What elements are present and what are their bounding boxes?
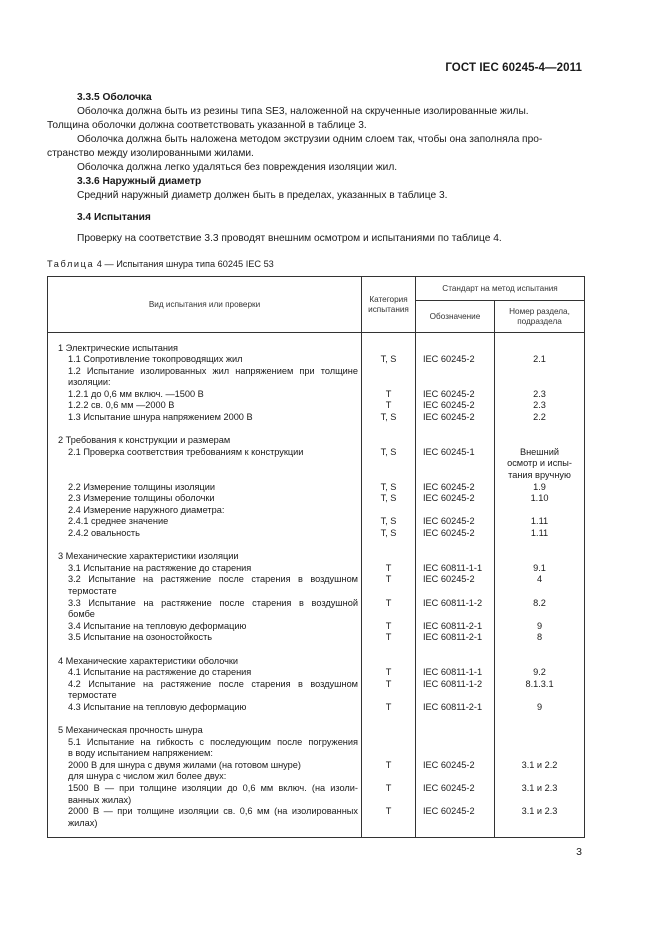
cell-line: 2.4.1 среднее значение — [68, 516, 169, 527]
paragraph-line: Средний наружный диаметр должен быть в пределах, указанных в таблице 3. — [77, 190, 448, 201]
cell-section — [495, 621, 585, 633]
cell-test-kind — [48, 806, 362, 829]
table-row — [48, 528, 585, 540]
header-category: Категория испытания — [362, 277, 416, 333]
cell-designation — [416, 551, 495, 563]
table-row — [48, 598, 585, 621]
cell-category — [362, 482, 416, 494]
cell-test-kind — [48, 412, 362, 424]
cell-section — [495, 563, 585, 575]
cell-designation — [416, 482, 495, 494]
table-row — [48, 783, 585, 806]
cell-category — [362, 389, 416, 401]
section-heading-336: 3.3.6 Наружный диаметр — [77, 176, 202, 187]
cell-category — [362, 679, 416, 702]
cell-section — [495, 505, 585, 517]
cell-line: 3.4 Испытание на тепловую деформацию — [68, 620, 247, 631]
cell-category — [362, 354, 416, 366]
cell-section — [495, 528, 585, 540]
cell-category — [362, 435, 416, 447]
cell-test-kind — [48, 771, 362, 783]
cell-designation — [416, 667, 495, 679]
cell-value: T — [385, 597, 392, 608]
cell-test-kind — [48, 435, 362, 447]
cell-value: T — [385, 574, 392, 585]
cell-test-kind — [48, 656, 362, 668]
cell-section — [495, 482, 585, 494]
table-row — [48, 354, 585, 366]
row-spacer — [48, 540, 585, 552]
cell-value: 2.3 — [533, 388, 546, 399]
section-heading-34: 3.4 Испытания — [77, 212, 151, 223]
cell-value — [365, 551, 412, 563]
table-caption — [47, 259, 274, 269]
cell-value: 8 — [536, 632, 543, 643]
cell-test-kind — [48, 783, 362, 806]
cell-value: IEC 60811-2-1 — [423, 701, 483, 712]
cell-line: 1.1 Сопротивление токопроводящих жил — [68, 354, 243, 365]
cell-value: 2.1 — [533, 354, 546, 365]
cell-category — [362, 725, 416, 737]
cell-designation — [416, 400, 495, 412]
cell-value — [423, 551, 491, 563]
cell-value: IEC 60811-2-1 — [423, 620, 483, 631]
cell-test-kind — [48, 389, 362, 401]
cell-value: T — [385, 562, 392, 573]
table-row — [48, 725, 585, 737]
cell-value: T, S — [380, 354, 397, 365]
cell-value: T, S — [380, 493, 397, 504]
cell-value: 1.10 — [530, 493, 549, 504]
cell-section — [495, 447, 585, 482]
table-row — [48, 621, 585, 633]
table-row — [48, 366, 585, 389]
cell-value: 1.11 — [530, 528, 549, 538]
cell-designation — [416, 737, 495, 760]
cell-designation — [416, 725, 495, 737]
cell-designation — [416, 632, 495, 644]
cell-value: IEC 60245-2 — [423, 412, 475, 423]
cell-value: IEC 60245-2 — [423, 528, 475, 538]
cell-test-kind — [48, 621, 362, 633]
cell-section — [495, 679, 585, 702]
cell-value — [498, 551, 581, 563]
cell-section — [495, 667, 585, 679]
cell-value — [423, 505, 491, 517]
cell-section — [495, 343, 585, 355]
cell-value: осмотр и испы- — [507, 458, 572, 469]
cell-test-kind — [48, 598, 362, 621]
cell-value: T — [385, 759, 392, 770]
cell-value — [498, 725, 581, 737]
cell-value: 9 — [536, 701, 543, 712]
cell-section — [495, 412, 585, 424]
cell-section — [495, 598, 585, 621]
cell-value: T, S — [380, 412, 397, 423]
cell-value — [498, 366, 581, 378]
cell-test-kind — [48, 528, 362, 540]
cell-designation — [416, 656, 495, 668]
cell-line: 1.2.1 до 0,6 мм включ. —1500 В — [68, 388, 204, 399]
cell-test-kind — [48, 505, 362, 517]
cell-designation — [416, 528, 495, 540]
row-spacer — [48, 424, 585, 436]
cell-line — [51, 458, 358, 470]
cell-line: 3.2 Испытание на растяжение после старения в воздушном — [68, 574, 358, 585]
cell-section — [495, 783, 585, 806]
cell-line: в воду испытанием напряжением: — [68, 748, 213, 759]
table-row — [48, 412, 585, 424]
cell-line: 5 Механическая прочность шнура — [58, 725, 203, 736]
cell-value — [365, 656, 412, 668]
cell-value — [498, 656, 581, 668]
cell-category — [362, 505, 416, 517]
cell-line — [51, 470, 358, 482]
cell-section — [495, 656, 585, 668]
cell-line: 4 Механические характеристики оболочки — [58, 655, 239, 666]
cell-value: T — [385, 667, 392, 678]
cell-category — [362, 737, 416, 760]
table-row — [48, 551, 585, 563]
header-section: Номер раздела, подраздела — [495, 301, 585, 333]
cell-designation — [416, 389, 495, 401]
cell-designation — [416, 679, 495, 702]
cell-value: IEC 60811-1-1 — [423, 562, 483, 573]
cell-value — [423, 737, 491, 749]
cell-designation — [416, 366, 495, 389]
cell-line: 2.3 Измерение толщины оболочки — [68, 493, 215, 504]
cell-category — [362, 412, 416, 424]
paragraph-line: Проверку на соответствие 3.3 проводят внешним осмотром и испытаниями по таблице 4. — [77, 233, 502, 244]
cell-line: 2.4 Измерение наружного диаметра: — [68, 504, 225, 515]
cell-category — [362, 598, 416, 621]
cell-line: 4.2 Испытание на растяжение после старения в воздушном — [68, 678, 358, 689]
cell-value: T — [385, 400, 392, 411]
cell-value: IEC 60245-2 — [423, 481, 475, 492]
cell-value — [423, 725, 491, 737]
table-row — [48, 435, 585, 447]
cell-test-kind — [48, 667, 362, 679]
cell-line: 2.4.2 овальность — [68, 528, 140, 538]
cell-test-kind — [48, 725, 362, 737]
cell-designation — [416, 760, 495, 772]
cell-value: IEC 60811-2-1 — [423, 632, 483, 643]
cell-designation — [416, 574, 495, 597]
cell-designation — [416, 771, 495, 783]
cell-value — [498, 771, 581, 783]
cell-line: 4.1 Испытание на растяжение до старения — [68, 667, 252, 678]
cell-designation — [416, 516, 495, 528]
cell-value: 2.2 — [533, 412, 546, 423]
cell-test-kind — [48, 679, 362, 702]
cell-value: IEC 60811-1-2 — [423, 678, 483, 689]
cell-value — [423, 343, 491, 355]
cell-category — [362, 493, 416, 505]
cell-line: термостате — [68, 585, 117, 596]
cell-line: 3.5 Испытание на озоностойкость — [68, 632, 213, 643]
cell-section — [495, 737, 585, 760]
header-kind: Вид испытания или проверки — [48, 277, 362, 333]
table-row — [48, 760, 585, 772]
cell-line: 2.1 Проверка соответствия требованиям к конструкции — [68, 446, 304, 457]
table-caption-word: Таблица — [47, 259, 95, 269]
cell-category — [362, 656, 416, 668]
cell-test-kind — [48, 354, 362, 366]
cell-value — [365, 725, 412, 737]
cell-category — [362, 343, 416, 355]
cell-designation — [416, 493, 495, 505]
cell-line: термостате — [68, 690, 117, 701]
cell-designation — [416, 343, 495, 355]
cell-line: жилах) — [68, 817, 98, 828]
cell-designation — [416, 354, 495, 366]
cell-test-kind — [48, 447, 362, 482]
cell-section — [495, 354, 585, 366]
header-designation: Обозначение — [416, 301, 495, 333]
cell-designation — [416, 447, 495, 482]
row-spacer — [48, 714, 585, 726]
cell-test-kind — [48, 343, 362, 355]
cell-value: T, S — [380, 481, 397, 492]
row-spacer — [48, 644, 585, 656]
table-row — [48, 389, 585, 401]
cell-value: тания вручную — [508, 470, 571, 481]
cell-designation — [416, 563, 495, 575]
cell-category — [362, 574, 416, 597]
table-row — [48, 702, 585, 714]
cell-value: 1.11 — [530, 516, 549, 527]
cell-line: 4.3 Испытание на тепловую деформацию — [68, 701, 247, 712]
cell-designation — [416, 621, 495, 633]
cell-test-kind — [48, 400, 362, 412]
cell-line: 1.3 Испытание шнура напряжением 2000 В — [68, 412, 253, 423]
cell-section — [495, 435, 585, 447]
cell-value: Внешний — [519, 446, 560, 457]
cell-test-kind — [48, 482, 362, 494]
cell-value — [365, 505, 412, 517]
cell-section — [495, 702, 585, 714]
cell-value: 8.1.3.1 — [525, 678, 554, 689]
cell-section — [495, 725, 585, 737]
cell-line: 2000 В — при толщине изоляции св. 0,6 мм (на изолированных — [68, 806, 358, 817]
cell-category — [362, 551, 416, 563]
cell-section — [495, 493, 585, 505]
cell-value — [365, 343, 412, 355]
cell-section — [495, 760, 585, 772]
table-body — [48, 333, 585, 838]
table-row — [48, 493, 585, 505]
cell-category — [362, 563, 416, 575]
cell-test-kind — [48, 702, 362, 714]
cell-line: 1.2.2 св. 0,6 мм —2000 В — [68, 400, 175, 411]
cell-line: 3 Механические характеристики изоляции — [58, 551, 239, 562]
cell-value: T, S — [380, 528, 397, 538]
cell-value: IEC 60811-1-1 — [423, 667, 483, 678]
header-standard: Стандарт на метод испытания — [416, 277, 585, 301]
cell-value: 3.1 и 2.3 — [521, 806, 558, 817]
cell-value: T — [385, 701, 392, 712]
table-row — [48, 505, 585, 517]
cell-test-kind — [48, 516, 362, 528]
section-heading-335: 3.3.5 Оболочка — [77, 92, 152, 103]
cell-category — [362, 516, 416, 528]
table-row — [48, 574, 585, 597]
cell-value — [423, 366, 491, 378]
cell-category — [362, 528, 416, 540]
cell-category — [362, 632, 416, 644]
table-row — [48, 771, 585, 783]
cell-section — [495, 806, 585, 829]
cell-value: 3.1 и 2.3 — [521, 783, 558, 794]
cell-value — [423, 656, 491, 668]
cell-line: 2 Требования к конструкции и размерам — [58, 435, 231, 446]
cell-section — [495, 574, 585, 597]
cell-test-kind — [48, 574, 362, 597]
cell-category — [362, 806, 416, 829]
cell-value: T — [385, 388, 392, 399]
cell-value: T — [385, 783, 392, 794]
cell-value: IEC 60245-2 — [423, 806, 475, 817]
cell-designation — [416, 598, 495, 621]
cell-line: ванных жилах) — [68, 794, 132, 805]
cell-line: для шнура с числом жил более двух: — [68, 771, 227, 782]
cell-value: T — [385, 806, 392, 817]
cell-value — [423, 771, 491, 783]
cell-value: 9.2 — [533, 667, 546, 678]
cell-value: IEC 60245-2 — [423, 493, 475, 504]
cell-section — [495, 516, 585, 528]
paragraph-line: Толщина оболочки должна соответствовать указанной в таблице 3. — [47, 120, 367, 131]
cell-category — [362, 667, 416, 679]
cell-value: T — [385, 620, 392, 631]
row-spacer — [48, 829, 585, 837]
cell-category — [362, 621, 416, 633]
table-row — [48, 679, 585, 702]
table-row — [48, 632, 585, 644]
cell-section — [495, 551, 585, 563]
cell-test-kind — [48, 551, 362, 563]
cell-test-kind — [48, 760, 362, 772]
cell-category — [362, 447, 416, 482]
cell-value — [423, 435, 491, 447]
cell-value: T — [385, 678, 392, 689]
cell-value: 9 — [536, 620, 543, 631]
cell-value: IEC 60245-2 — [423, 783, 475, 794]
cell-category — [362, 702, 416, 714]
cell-value — [498, 737, 581, 749]
cell-designation — [416, 806, 495, 829]
paragraph-line: Оболочка должна быть наложена методом экструзии одним слоем так, чтобы она заполняла про- — [77, 134, 543, 145]
table-row — [48, 482, 585, 494]
cell-value: IEC 60245-2 — [423, 388, 475, 399]
cell-value: IEC 60245-2 — [423, 400, 475, 411]
cell-category — [362, 783, 416, 806]
tests-table — [47, 276, 585, 838]
cell-test-kind — [48, 737, 362, 760]
cell-test-kind — [48, 366, 362, 389]
cell-category — [362, 366, 416, 389]
cell-value: IEC 60245-2 — [423, 516, 475, 527]
cell-line: 1500 В — при толщине изоляции до 0,6 мм включ. (на изоли- — [68, 783, 358, 794]
cell-test-kind — [48, 563, 362, 575]
table-row — [48, 667, 585, 679]
paragraph-line: Оболочка должна быть из резины типа SE3, наложенной на скрученные изолированные жилы. — [77, 106, 529, 117]
cell-value — [498, 343, 581, 355]
table-row — [48, 516, 585, 528]
cell-value — [365, 366, 412, 378]
cell-line: бомбе — [68, 609, 95, 620]
cell-value: 4 — [536, 574, 543, 585]
document-header-standard: ГОСТ IEC 60245-4—2011 — [445, 62, 582, 74]
cell-value: 9.1 — [533, 562, 546, 573]
cell-line: 2000 В для шнура с двумя жилами (на готовом шнуре) — [68, 759, 301, 770]
cell-value: IEC 60245-2 — [423, 574, 475, 585]
cell-designation — [416, 702, 495, 714]
table-row — [48, 806, 585, 829]
cell-section — [495, 366, 585, 389]
cell-value: T, S — [380, 516, 397, 527]
page-number: 3 — [576, 846, 582, 858]
cell-value: 8.2 — [533, 597, 546, 608]
cell-line: изоляции: — [68, 377, 111, 388]
table-row — [48, 400, 585, 412]
table-row — [48, 737, 585, 760]
cell-value: T, S — [380, 446, 397, 457]
paragraph-line: Оболочка должна легко удаляться без повреждения изоляции жил. — [77, 162, 398, 173]
cell-line: 1.2 Испытание изолированных жил напряжением при толщине — [68, 365, 358, 376]
cell-category — [362, 400, 416, 412]
cell-line: 2.2 Измерение толщины изоляции — [68, 481, 215, 492]
cell-line: 3.1 Испытание на растяжение до старения — [68, 562, 252, 573]
cell-section — [495, 389, 585, 401]
cell-value: IEC 60811-1-2 — [423, 597, 483, 608]
cell-designation — [416, 505, 495, 517]
cell-value — [365, 771, 412, 783]
cell-category — [362, 771, 416, 783]
cell-category — [362, 760, 416, 772]
cell-value: 3.1 и 2.2 — [521, 759, 558, 770]
cell-section — [495, 771, 585, 783]
cell-value — [498, 505, 581, 517]
cell-value: IEC 60245-1 — [423, 446, 475, 457]
cell-value: 2.3 — [533, 400, 546, 411]
cell-value — [498, 435, 581, 447]
table-row — [48, 656, 585, 668]
table-row — [48, 563, 585, 575]
cell-value: 1.9 — [533, 481, 546, 492]
table-row — [48, 343, 585, 355]
table-caption-title: 4 — Испытания шнура типа 60245 IEC 53 — [96, 259, 274, 269]
paragraph-line: странство между изолированными жилами. — [47, 148, 254, 159]
cell-test-kind — [48, 632, 362, 644]
cell-test-kind — [48, 493, 362, 505]
cell-designation — [416, 412, 495, 424]
table-row — [48, 447, 585, 482]
cell-line: 3.3 Испытание на растяжение после старения в воздушной — [68, 597, 358, 608]
cell-designation — [416, 783, 495, 806]
cell-value: T — [385, 632, 392, 643]
cell-value: IEC 60245-2 — [423, 354, 475, 365]
cell-designation — [416, 435, 495, 447]
cell-section — [495, 632, 585, 644]
cell-line: 5.1 Испытание на гибкость с последующим после погружения — [68, 736, 358, 747]
cell-value: IEC 60245-2 — [423, 759, 475, 770]
cell-value — [365, 737, 412, 749]
cell-section — [495, 400, 585, 412]
cell-value — [365, 435, 412, 447]
cell-line: 1 Электрические испытания — [58, 342, 179, 353]
